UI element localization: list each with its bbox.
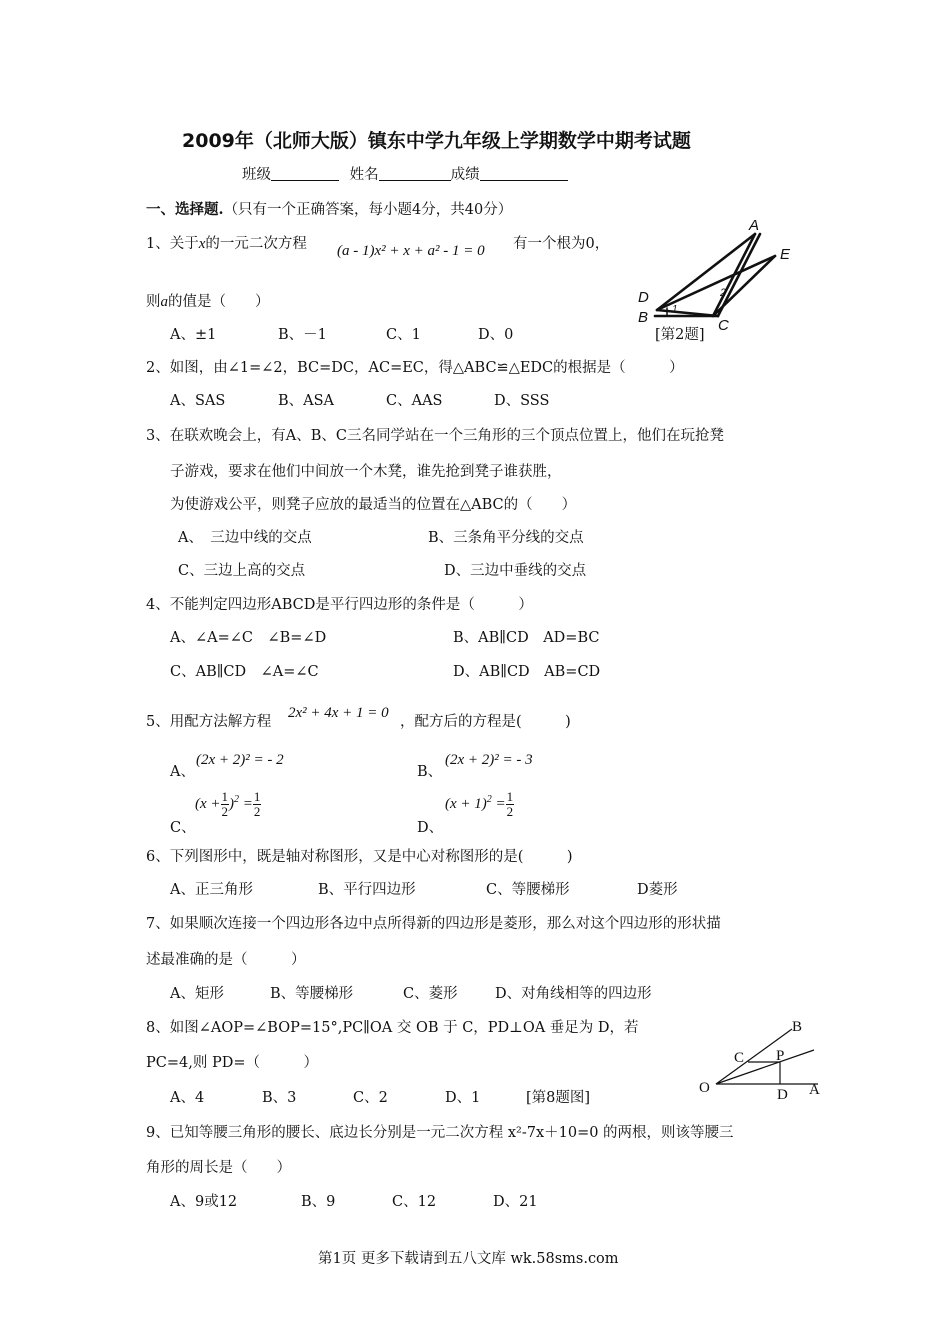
fig8-label-c: C <box>734 1050 745 1066</box>
q5-c-frac1-num: 1 <box>221 789 229 804</box>
q5-option-a-letter: A、 <box>170 764 195 780</box>
q5-d-frac-num: 1 <box>506 789 514 804</box>
q3-option-a: A、 三边中线的交点 <box>178 530 312 546</box>
q1-var-a: a <box>160 294 168 310</box>
q8-option-b: B、3 <box>262 1090 297 1106</box>
q1-option-c: C、1 <box>386 327 421 343</box>
q1-line2-prefix: 则 <box>146 294 161 310</box>
q9-line1: 9、已知等腰三角形的腰长、底边长分别是一元二次方程 x²-7x＋10=0 的两根，则该等腰三 <box>146 1125 734 1141</box>
q4-option-d: D、AB∥CD AB=CD <box>453 664 601 680</box>
page-footer: 第1页 更多下载请到五八文库 wk.58sms.com <box>318 1251 619 1267</box>
fig2-caption: [第2题] <box>655 327 705 343</box>
q8-caption: [第8题图] <box>526 1090 591 1106</box>
q2-option-c: C、AAS <box>386 393 443 409</box>
q7-option-b: B、等腰梯形 <box>270 986 354 1002</box>
fig2-label-d: D <box>638 289 649 306</box>
fig8-label-o: O <box>699 1080 710 1096</box>
q8-option-c: C、2 <box>353 1090 388 1106</box>
score-label: 成绩 <box>450 167 480 183</box>
q1-option-d: D、0 <box>478 327 514 343</box>
fig8-label-d: D <box>777 1087 788 1103</box>
q4-option-a: A、∠A=∠C ∠B=∠D <box>170 630 327 646</box>
fig2-label-1: 1 <box>672 304 678 315</box>
section-title: 一、选择题. <box>146 201 224 218</box>
fig2-label-b: B <box>638 309 649 326</box>
q5-option-c: (x + $\frac{1}{2}$ )$^2$ = $\frac{1}{2}$ <box>195 789 261 819</box>
q2-option-b: B、ASA <box>278 393 335 409</box>
class-blank <box>271 166 339 181</box>
q1-line2 <box>146 290 270 311</box>
name-label: 姓名 <box>349 167 379 183</box>
q5-option-d-letter: D、 <box>417 820 444 836</box>
q9-line2: 角形的周长是（ ） <box>146 1160 291 1176</box>
q8-line2: PC=4,则 PD=（ ） <box>146 1055 318 1071</box>
q1-option-a: A、±1 <box>170 327 217 343</box>
q6-option-b: B、平行四边形 <box>318 882 416 898</box>
page-title: 2009年（北师大版）镇东中学九年级上学期数学中期考试题 <box>182 130 691 152</box>
q6-text: 6、下列图形中，既是轴对称图形，又是中心对称图形的是( ) <box>146 849 573 865</box>
fig2-label-2: 2 <box>720 287 727 299</box>
q9-option-d: D、21 <box>493 1194 538 1210</box>
q8-option-d: D、1 <box>445 1090 481 1106</box>
q5-prefix: 5、用配方法解方程 <box>146 714 272 730</box>
q2-option-a: A、SAS <box>170 393 226 409</box>
q1-line2-suffix: 的值是（ ） <box>168 294 270 310</box>
q2-text: 2、如图，由∠1=∠2，BC=DC，AC=EC，得△ABC≌△EDC的根据是（ ） <box>146 360 684 376</box>
q7-line2: 述最准确的是（ ） <box>146 952 306 968</box>
q3-line1: 3、在联欢晚会上，有A、B、C三名同学站在一个三角形的三个顶点位置上，他们在玩抢凳 <box>146 428 724 444</box>
q3-option-c: C、三边上高的交点 <box>178 563 306 579</box>
q1-equation: (a - 1)x² + x + a² - 1 = 0 <box>337 243 485 259</box>
q1-line1 <box>146 232 307 253</box>
q3-option-b: B、三条角平分线的交点 <box>428 530 584 546</box>
q5-option-a: (2x + 2)² = - 2 <box>196 752 284 768</box>
figure-q8 <box>690 1012 830 1104</box>
name-blank <box>379 166 451 181</box>
score-blank <box>480 166 568 181</box>
q5-option-c-letter: C、 <box>170 820 196 836</box>
q8-option-a: A、4 <box>170 1090 205 1106</box>
q6-option-a: A、正三角形 <box>170 882 253 898</box>
q5-option-b-letter: B、 <box>417 764 443 780</box>
q1-prefix: 1、关于 <box>146 236 199 252</box>
q4-text: 4、不能判定四边形ABCD是平行四边形的条件是（ ） <box>146 597 533 613</box>
class-label: 班级 <box>242 167 271 183</box>
q1-var-x: x <box>198 236 206 252</box>
q7-option-c: C、菱形 <box>403 986 458 1002</box>
q9-option-a: A、9或12 <box>170 1194 238 1210</box>
q5-d-frac-den: 2 <box>506 804 514 819</box>
q9-option-c: C、12 <box>392 1194 437 1210</box>
student-info-line <box>242 163 568 184</box>
q1-option-b: B、－1 <box>278 327 327 343</box>
q2-option-d: D、SSS <box>494 393 550 409</box>
fig2-label-c: C <box>718 317 729 334</box>
q7-line1: 7、如果顺次连接一个四边形各边中点所得新的四边形是菱形，那么对这个四边形的形状描 <box>146 916 721 932</box>
q4-option-c: C、AB∥CD ∠A=∠C <box>170 664 319 680</box>
q5-c-frac1-den: 2 <box>221 804 229 819</box>
fig8-label-p: P <box>776 1048 785 1064</box>
q7-option-a: A、矩形 <box>170 986 224 1002</box>
q8-line1: 8、如图∠AOP=∠BOP=15°,PC∥OA 交 OB 于 C，PD⊥OA 垂足为 D，若 <box>146 1020 639 1036</box>
q7-option-d: D、对角线相等的四边形 <box>495 986 652 1002</box>
q5-option-b: (2x + 2)² = - 3 <box>445 752 533 768</box>
q9-option-b: B、9 <box>301 1194 336 1210</box>
fig2-label-a: A <box>749 217 760 234</box>
fig8-label-b: B <box>792 1019 803 1035</box>
fig2-label-e: E <box>780 246 791 263</box>
q4-option-b: B、AB∥CD AD=BC <box>453 630 600 646</box>
q5-option-d: $(x + 1)^2$ = $\frac{1}{2}$ <box>445 789 514 819</box>
q5-suffix: ，配方后的方程是( ) <box>400 714 571 730</box>
q6-option-c: C、等腰梯形 <box>486 882 570 898</box>
q3-line2: 子游戏，要求在他们中间放一个木凳，谁先抢到凳子谁获胜， <box>170 464 562 480</box>
q5-equation: 2x² + 4x + 1 = 0 <box>288 705 389 721</box>
q5-c-frac2-den: 2 <box>253 804 261 819</box>
q1-mid: 的一元二次方程 <box>205 236 307 252</box>
q5-c-frac2-num: 1 <box>253 789 261 804</box>
q3-option-d: D、三边中垂线的交点 <box>444 563 587 579</box>
q3-line3: 为使游戏公平，则凳子应放的最适当的位置在△ABC的（ ） <box>170 497 577 513</box>
q1-suffix: 有一个根为0， <box>513 236 610 252</box>
section-heading <box>146 198 512 219</box>
section-note: （只有一个正确答案，每小题4分，共40分） <box>223 202 513 218</box>
q6-option-d: D菱形 <box>637 882 678 898</box>
fig8-label-a: A <box>809 1082 820 1098</box>
fig8-ray-op <box>716 1050 814 1084</box>
